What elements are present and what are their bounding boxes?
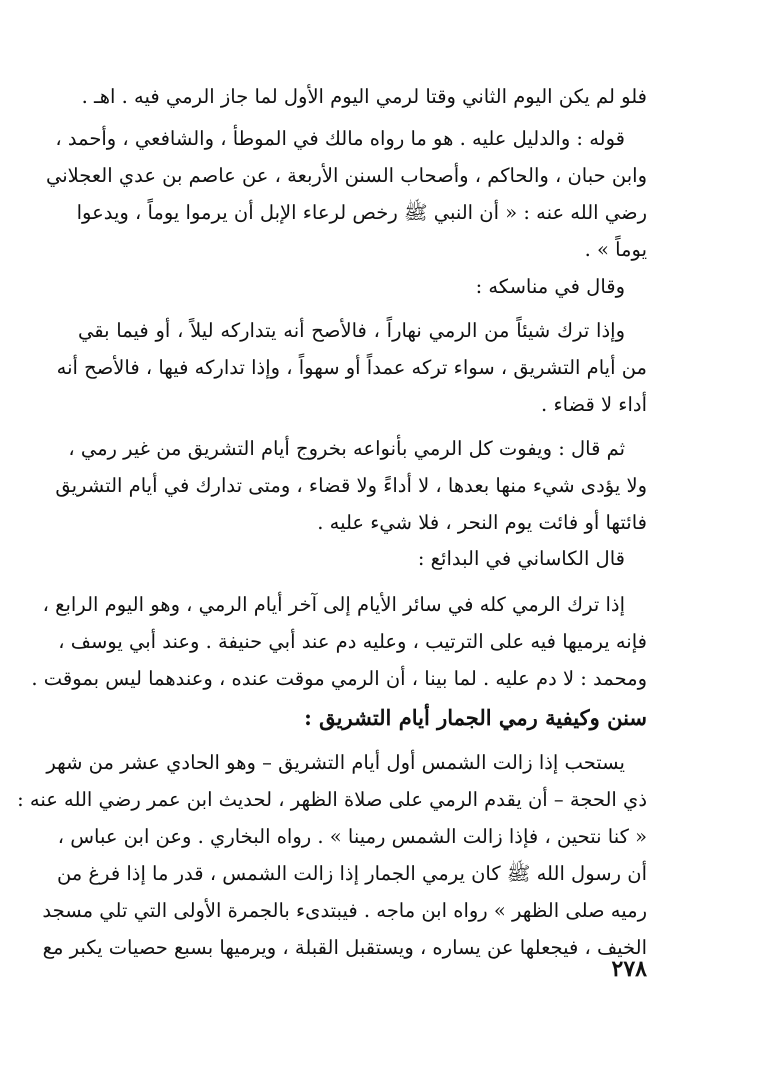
text-line: فإنه يرميها فيه على الترتيب ، وعليه دم عند أبي حنيفة . وعند أبي يوسف ،: [58, 630, 647, 653]
paragraph-8-cont: [17, 781, 647, 966]
paragraph-6: [78, 540, 625, 577]
paragraph-2: [55, 120, 625, 157]
text-line: ذي الحجة – أن يقدم الرمي على صلاة الظهر ، لحديث ابن عمر رضي الله عنه :: [17, 788, 647, 811]
paragraph-8: [46, 744, 625, 781]
text-line: فائتها أو فائت يوم النحر ، فلا شيء عليه .: [317, 511, 647, 534]
text-line: « كنا نتحين ، فإذا زالت الشمس رمينا » . رواه البخاري . وعن ابن عباس ،: [57, 825, 647, 848]
text-line: فلو لم يكن اليوم الثاني وقتا لرمي اليوم الأول لما جاز الرمي فيه . اهـ .: [81, 85, 647, 108]
text-line: إذا ترك الرمي كله في سائر الأيام إلى آخر أيام الرمي ، وهو اليوم الرابع ،: [42, 593, 625, 616]
page-number: ٢٧٨: [611, 956, 647, 982]
text-line: من أيام التشريق ، سواء تركه عمداً أو سهواً ، وإذا تداركه فيها ، فالأصح أنه: [56, 356, 647, 379]
text-line: رضي الله عنه : « أن النبي ﷺ رخص لرعاء الإبل أن يرموا يوماً ، ويدعوا: [76, 201, 647, 224]
section-heading: سنن وكيفية رمي الجمار أيام التشريق :: [304, 705, 647, 730]
text-line: الخيف ، فيجعلها عن يساره ، ويستقبل القبلة ، ويرميها بسبع حصيات يكبر مع: [42, 936, 647, 959]
text-line: يستحب إذا زالت الشمس أول أيام التشريق – وهو الحادي عشر من شهر: [46, 751, 625, 774]
paragraph-3: [78, 268, 625, 305]
text-line: ولا يؤدى شيء منها بعدها ، لا أداءً ولا قضاء ، ومتى تدارك في أيام التشريق: [55, 474, 647, 497]
text-line: وابن حبان ، والحاكم ، وأصحاب السنن الأربعة ، عن عاصم بن عدي العجلاني: [45, 164, 647, 187]
text-line: قوله : والدليل عليه . هو ما رواه مالك في الموطأ ، والشافعي ، وأحمد ،: [55, 127, 625, 150]
paragraph-1: [78, 78, 647, 115]
paragraph-4-cont: [56, 349, 647, 423]
text-line: رميه صلى الظهر » رواه ابن ماجه . فيبتدىء بالجمرة الأولى التي تلي مسجد: [42, 899, 647, 922]
paragraph-4: [78, 312, 625, 349]
paragraph-7: [42, 586, 625, 623]
text-line: وقال في مناسكه :: [475, 275, 625, 298]
text-line: يوماً » .: [584, 238, 647, 261]
text-line: أن رسول الله ﷺ كان يرمي الجمار إذا زالت الشمس ، قدر ما إذا فرغ من: [56, 862, 647, 885]
paragraph-5-cont: [55, 467, 647, 541]
text-line: ومحمد : لا دم عليه . لما بينا ، أن الرمي موقت عنده ، وعندهما ليس بموقت .: [31, 667, 647, 690]
paragraph-2-cont: [45, 157, 647, 268]
text-line: أداء لا قضاء .: [541, 393, 647, 416]
text-line: وإذا ترك شيئاً من الرمي نهاراً ، فالأصح أنه يتداركه ليلاً ، أو فيما بقي: [78, 319, 625, 342]
text-line: قال الكاساني في البدائع :: [417, 547, 625, 570]
paragraph-5: [68, 430, 625, 467]
text-line: ثم قال : ويفوت كل الرمي بأنواعه بخروج أيام التشريق من غير رمي ،: [68, 437, 625, 460]
paragraph-7-cont: [31, 623, 647, 697]
